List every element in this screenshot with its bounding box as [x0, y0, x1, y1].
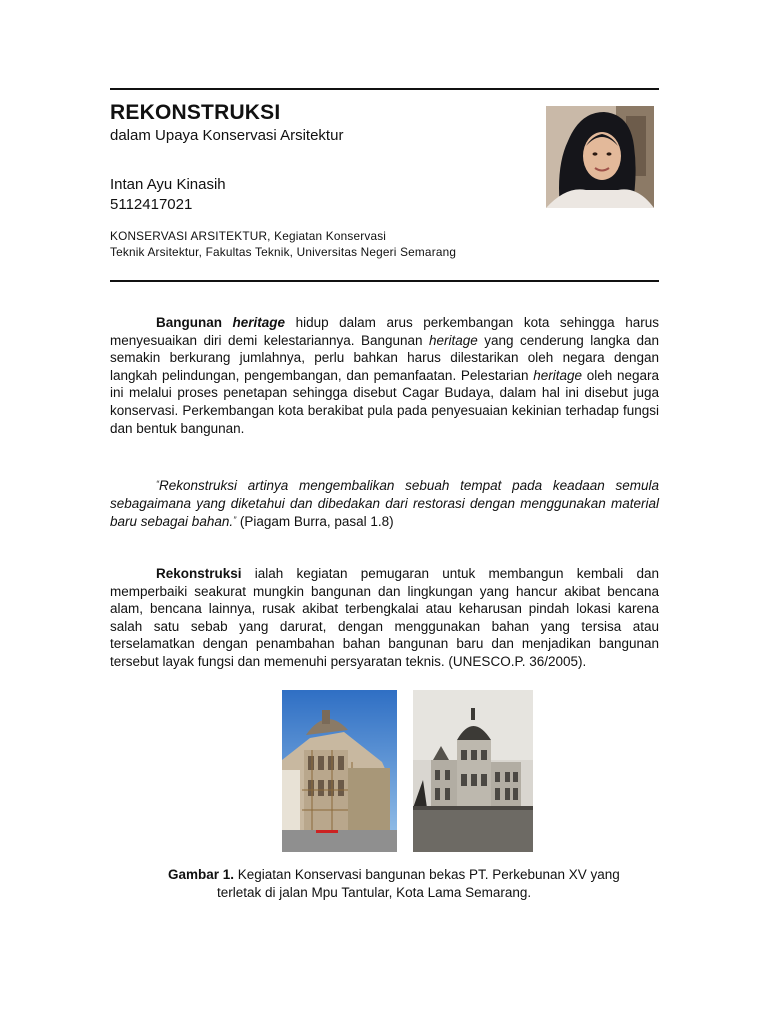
intro-text-1	[222, 315, 233, 330]
author-photo	[546, 106, 654, 208]
intro-heritage-term-1: heritage	[232, 315, 286, 330]
definition-paragraph	[110, 565, 659, 671]
building-photo-color	[282, 690, 397, 852]
figure-label: Gambar 1.	[168, 867, 235, 882]
document-title: REKONSTRUKSI	[110, 101, 281, 124]
intro-text-2: hidup dalam arus perkembangan kota sehingga harus menyesuaikan diri demi kelestariannya. Bangunan	[110, 315, 659, 348]
definition-text: ialah kegiatan pemugaran untuk membangun kembali dan memperbaiki seakurat mungkin bangunan dan lingkungan yang hancur akibat bencana alam, bencana lainnya, rusak akibat terbengkalai atau keharusan pindah lokasi karena salah satu sebab yang darurat, dengan menggunakan bahan yang tersisa atau terselamatkan dengan penambahan bahan bangunan baru dan menjadikan bangunan tersebut layak fungsi dan memenuhi persyaratan teknis. (UNESCO.P. 36/2005).	[110, 566, 659, 669]
course-label: KONSERVASI ARSITEKTUR,	[110, 229, 271, 243]
quote-close-mark: ”	[233, 515, 237, 526]
quote-text: Rekonstruksi artinya mengembalikan sebuah tempat pada keadaan semula sebagaimana yang diketahui dan dibedakan dari restorasi dengan menggunakan material baru sebagai bahan.	[110, 478, 659, 530]
figure-caption	[168, 866, 658, 902]
author-id: 5112417021	[110, 196, 193, 213]
top-divider	[110, 88, 659, 90]
document-subtitle: dalam Upaya Konservasi Arsitektur	[110, 127, 344, 144]
intro-heritage-term-2: heritage	[428, 332, 478, 348]
author-block	[110, 175, 226, 215]
author-name: Intan Ayu Kinasih	[110, 176, 226, 193]
intro-paragraph	[110, 314, 659, 437]
intro-text-4: oleh negara ini melalui proses penetapan sehingga disebut Cagar Budaya, dalam hal ini disebut juga konservasi. Perkembangan kota berakibat pula pada penyesuaian kekinian terhadap fungsi dan bentuk bangunan.	[110, 367, 659, 436]
course-line	[110, 228, 456, 244]
definition-bold-lead: Rekonstruksi	[156, 566, 242, 581]
caption-line-2: terletak di jalan Mpu Tantular, Kota Lama Semarang.	[217, 885, 532, 900]
intro-text-3: yang cenderung langka dan semakin berkurang jumlahnya, perlu bahkan harus dilestarikan oleh negara dengan langkah pelindungan, pengembangan, dan pemanfaatan. Pelestarian	[110, 332, 659, 383]
building-photo-historic	[413, 690, 533, 852]
mid-divider	[110, 280, 659, 282]
institution: Teknik Arsitektur, Fakultas Teknik, Universitas Negeri Semarang	[110, 245, 457, 259]
affiliation-block	[110, 228, 456, 260]
quote-open-mark: “	[156, 479, 159, 489]
course-activity: Kegiatan Konservasi	[274, 229, 387, 243]
caption-line-1: Kegiatan Konservasi bangunan bekas PT. Perkebunan XV yang	[234, 867, 620, 882]
quote-citation: (Piagam Burra, pasal 1.8)	[236, 514, 394, 530]
intro-bold-lead: Bangunan	[156, 315, 222, 330]
quote-paragraph	[110, 476, 659, 531]
intro-heritage-term-3: heritage	[533, 367, 582, 383]
